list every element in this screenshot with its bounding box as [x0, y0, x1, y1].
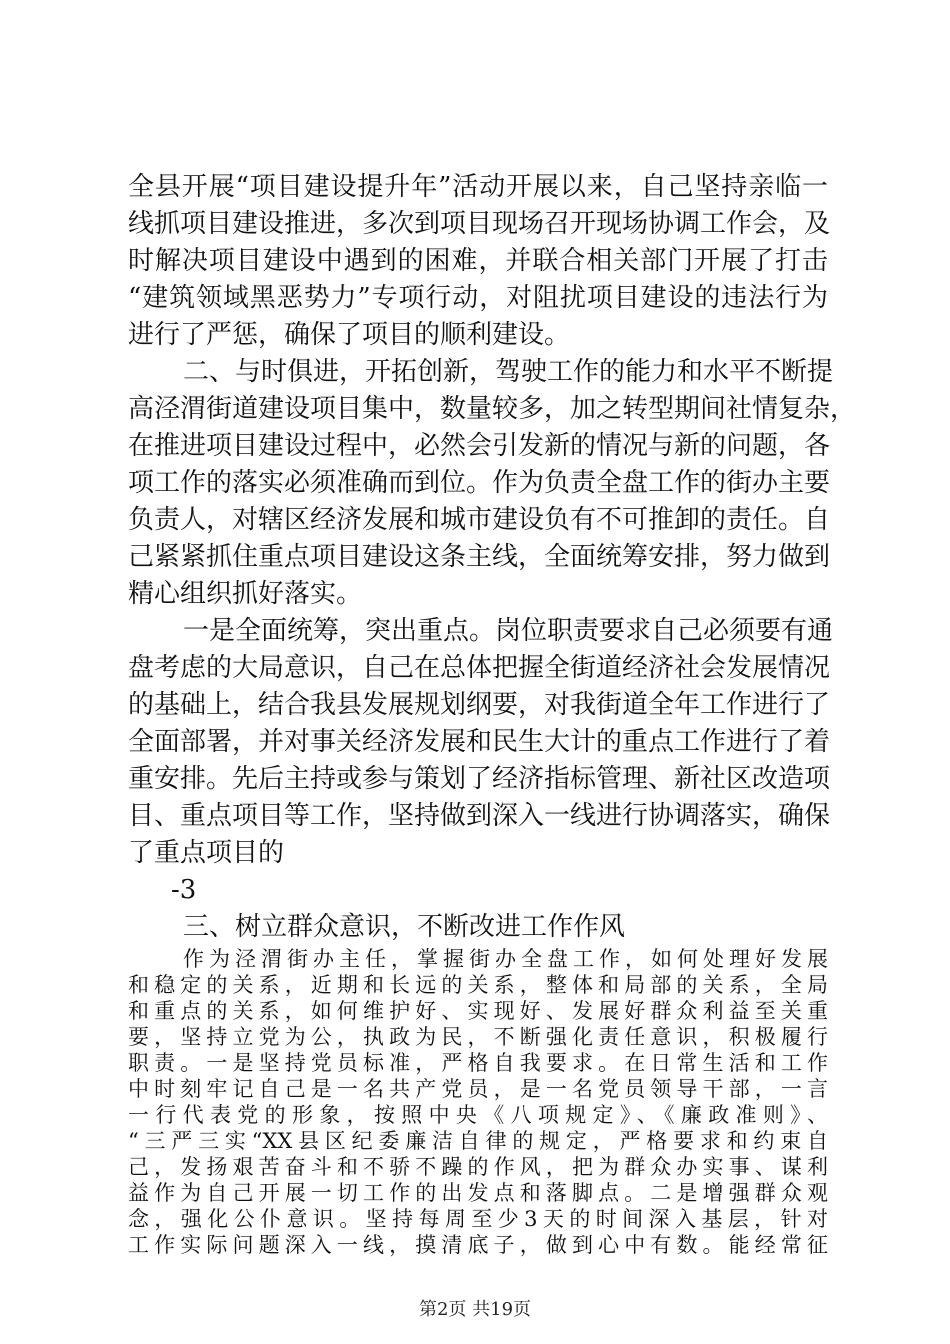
- body-text-line: 时解决项目建设中遇到的困难，并联合相关部门开展了打击: [128, 246, 828, 276]
- body-text-line: 重安排。先后主持或参与策划了经济指标管理、新社区改造项: [128, 764, 831, 794]
- body-text-line: 全县开展“项目建设提升年”活动开展以来，自己坚持亲临一: [128, 172, 828, 202]
- page-footer: 第2页 共19页: [418, 1299, 532, 1320]
- body-text-line: 的基础上，结合我县发展规划纲要，对我街道全年工作进行了: [128, 690, 831, 720]
- body-text-line: 项工作的落实必须准确而到位。作为负责全盘工作的街办主要: [128, 468, 831, 498]
- body-text-line: 盘考虑的大局意识，自己在总体把握全街道经济社会发展情况: [128, 653, 831, 683]
- body-text-line: 念，强化公仆意识。坚持每周至少3天的时间深入基层，针对: [128, 1207, 828, 1231]
- body-text-line: 和稳定的关系，近期和长远的关系，整体和局部的关系，全局: [128, 973, 828, 997]
- body-text-line: 在推进项目建设过程中，必然会引发新的情况与新的问题，各: [128, 431, 831, 461]
- body-text-line: “三严三实“XX县区纪委廉洁自律的规定，严格要求和约束自: [128, 1129, 828, 1153]
- body-text-line: 要，坚持立党为公，执政为民，不断强化责任意识，积极履行: [128, 1025, 828, 1049]
- body-text-line: 和重点的关系，如何维护好、实现好、发展好群众利益至关重: [128, 999, 828, 1023]
- body-text-line: 职责。一是坚持党员标准，严格自我要求。在日常生活和工作: [128, 1051, 828, 1075]
- body-text-line: “建筑领域黑恶势力”专项行动，对阻扰项目建设的违法行为: [128, 283, 828, 313]
- body-text-line: 负责人，对辖区经济发展和城市建设负有不可推卸的责任。自: [128, 505, 831, 535]
- body-text-line: 进行了严惩，确保了项目的顺利建设。: [128, 320, 571, 350]
- body-text-line: 益作为自己开展一切工作的出发点和落脚点。二是增强群众观: [128, 1181, 828, 1205]
- body-text-line: 一是全面统筹，突出重点。岗位职责要求自己必须要有通: [183, 616, 834, 646]
- body-text-line: 工作实际问题深入一线，摸清底子，做到心中有数。能经常征: [128, 1233, 828, 1257]
- body-text-line: 全面部署，并对事关经济发展和民生大计的重点工作进行了着: [128, 727, 831, 757]
- body-text-line: 中时刻牢记自己是一名共产党员，是一名党员领导干部，一言: [128, 1077, 828, 1101]
- body-text-line: 目、重点项目等工作，坚持做到深入一线进行协调落实，确保: [128, 801, 831, 831]
- section-heading-line: 二、与时俱进，开拓创新，驾驶工作的能力和水平不断提: [183, 357, 834, 387]
- body-text-line: 己，发扬艰苦奋斗和不骄不躁的作风，把为群众办实事、谋利: [128, 1155, 828, 1179]
- body-text-line: 了重点项目的: [128, 838, 285, 868]
- inline-page-marker: -3: [171, 875, 197, 905]
- body-text-line: 精心组织抓好落实。: [128, 579, 363, 609]
- body-text-line: 己紧紧抓住重点项目建设这条主线，全面统筹安排，努力做到: [128, 542, 831, 572]
- body-text-line: 作为泾渭街办主任，掌握街办全盘工作，如何处理好发展: [183, 947, 828, 971]
- body-text-line: 高泾渭街道建设项目集中，数量较多，加之转型期间社情复杂，: [128, 394, 857, 424]
- body-text-line: 线抓项目建设推进，多次到项目现场召开现场协调工作会，及: [128, 209, 831, 239]
- body-text-line: 一行代表党的形象，按照中央《八项规定》、《廉政准则》、: [128, 1103, 828, 1127]
- section-heading-line: 三、树立群众意识，不断改进工作作风: [183, 912, 626, 942]
